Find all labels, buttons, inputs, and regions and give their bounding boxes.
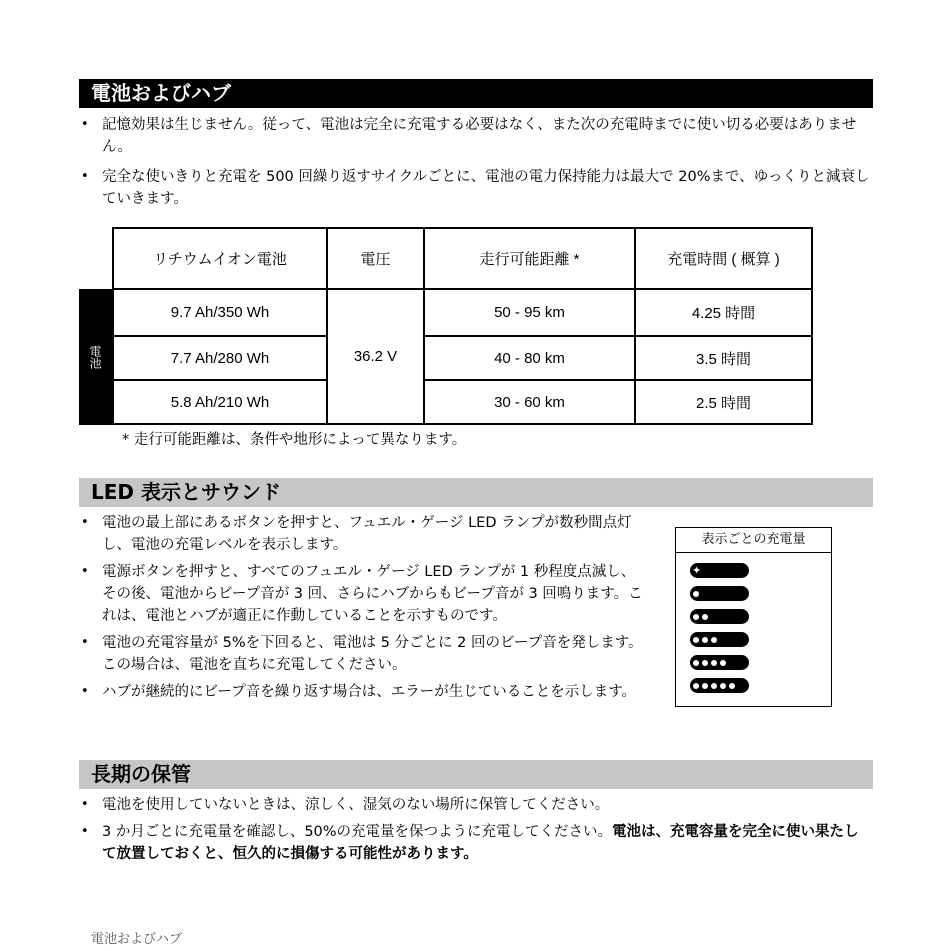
table-side-label: 電池 [79,289,112,425]
led-dot [710,659,718,667]
led-dot [692,659,700,667]
led-dot [692,613,700,621]
led-dot [692,636,700,644]
led-dot [692,682,700,690]
section-heading-battery-hub: 電池およびハブ [79,79,873,108]
table-cell-range: 50 - 95 km [494,304,565,321]
led-dot [701,659,709,667]
header-range: 走行可能距離 * [479,251,580,268]
list-item: • 電池の最上部にあるボタンを押すと、フュエル・ゲージ LED ランプが数秒間点灯し、電池の充電レベルを表示します。 [79,512,645,556]
led-dot [710,636,718,644]
led-dot [692,590,700,598]
led-dot [710,682,718,690]
gauge-title: 表示ごとの充電量 [676,528,831,553]
table-footnote: * 走行可能距離は、条件や地形によって異なります。 [122,432,467,448]
battery-spec-table [112,227,813,425]
storage-advice-text: 3 か月ごとに充電量を確認し、50%の充電量を保つように充電してください。 [102,824,613,840]
storage-bullet-list [79,794,873,873]
charge-level-gauge [675,527,832,707]
flash-icon: ✦ [692,564,702,577]
section-heading-led-sound: LED 表示とサウンド [79,478,873,507]
led-dot [701,613,709,621]
led-dot [701,682,709,690]
led-dot [701,636,709,644]
led-dot [719,659,727,667]
table-cell-range: 30 - 60 km [494,393,565,411]
header-battery: リチウムイオン電池 [153,251,287,268]
led-dot [728,682,736,690]
battery-bullet-list [79,114,873,218]
charge-level-indicator [690,609,749,624]
table-cell-voltage: 36.2 V [353,348,398,365]
list-item: • ハブが継続的にビープ音を繰り返す場合は、エラーが生じていることを示します。 [79,681,645,703]
header-voltage: 電圧 [360,251,391,268]
charge-level-indicator [690,655,749,670]
list-item: • 電源ボタンを押すと、すべてのフュエル・ゲージ LED ランプが 1 秒程度点滅し、その後、電池からビープ音が 3 回、さらにハブからもビープ音が 3 回鳴ります。これは、電池とハブが適正に作動していることを示すものです。 [79,561,645,627]
table-cell-battery: 7.7 Ah/280 Wh [170,349,270,367]
table-cell-time: 4.25 時間 [691,305,756,322]
charge-level-indicator [690,586,749,601]
list-item: • 完全な使いきりと充電を 500 回繰り返すサイクルごとに、電池の電力保持能力は最大で 20%まで、ゆっくりと減衰していきます。 [79,166,873,210]
led-bullet-list [79,512,645,708]
list-item [79,821,873,865]
charge-level-indicator [690,632,749,647]
section-heading-storage: 長期の保管 [79,760,873,789]
list-item: • 記憶効果は生じません。従って、電池は完全に充電する必要はなく、また次の充電時までに使い切る必要はありません。 [79,114,873,158]
header-charge-time: 充電時間 ( 概算 ) [667,251,780,268]
table-cell-time: 3.5 時間 [695,350,752,368]
led-dot [719,682,727,690]
list-item: • 電池を使用していないときは、涼しく、湿気のない場所に保管してください。 [79,794,873,816]
page-footer: 電池およびハブ [91,932,183,947]
storage-warning-text: 電池は、充電容量を完全に使い果たして放置しておくと、恒久的に損傷する可能性があります。 [102,824,859,862]
charge-level-indicator [690,563,749,578]
table-cell-battery: 5.8 Ah/210 Wh [170,393,270,411]
charge-level-indicator [690,678,749,693]
table-cell-range: 40 - 80 km [494,349,565,367]
table-cell-time: 2.5 時間 [695,394,752,412]
table-cell-battery: 9.7 Ah/350 Wh [170,304,270,321]
list-item: • 電池の充電容量が 5%を下回ると、電池は 5 分ごとに 2 回のビープ音を発します。この場合は、電池を直ちに充電してください。 [79,632,645,676]
